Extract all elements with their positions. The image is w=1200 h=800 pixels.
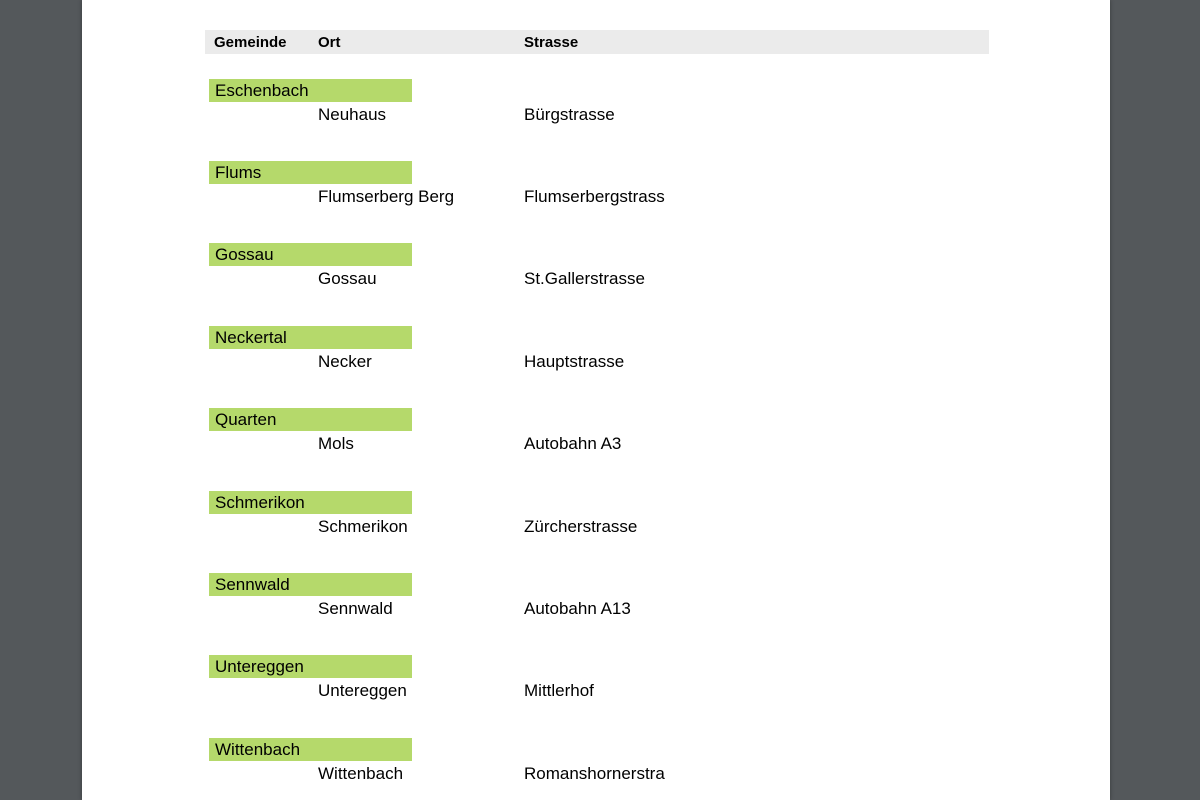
gemeinde-name: Sennwald: [215, 575, 290, 594]
ort-value: Gossau: [318, 269, 377, 288]
ort-value: Necker: [318, 352, 372, 371]
document-page: [82, 0, 1110, 800]
strasse-value: Mittlerhof: [524, 681, 594, 700]
gemeinde-name: Neckertal: [215, 328, 287, 347]
gemeinde-highlight: [209, 573, 412, 596]
gemeinde-highlight: [209, 491, 412, 514]
table-row: [82, 408, 1110, 468]
gemeinde-highlight: [209, 161, 412, 184]
header-ort: Ort: [318, 34, 341, 51]
gemeinde-highlight: [209, 738, 412, 761]
ort-value: Neuhaus: [318, 105, 387, 124]
strasse-value: Autobahn A13: [524, 599, 631, 618]
gemeinde-name: Flums: [215, 163, 262, 182]
table-row: [82, 491, 1110, 551]
header-gemeinde: Gemeinde: [214, 34, 287, 51]
strasse-value: Autobahn A3: [524, 434, 622, 453]
header-strasse: Strasse: [524, 34, 579, 51]
gemeinde-name: Untereggen: [215, 657, 304, 676]
table-row: [82, 573, 1110, 633]
strasse-value: Bürgstrasse: [524, 105, 615, 124]
table-row: [82, 161, 1110, 221]
gemeinde-name: Eschenbach: [215, 81, 309, 100]
strasse-value: Zürcherstrasse: [524, 517, 638, 536]
table-row: [82, 243, 1110, 303]
strasse-value: Hauptstrasse: [524, 352, 625, 371]
ort-value: Schmerikon: [318, 517, 408, 536]
table-row: [82, 655, 1110, 715]
gemeinde-highlight: [209, 326, 412, 349]
table-row: [82, 79, 1110, 139]
gemeinde-name: Gossau: [215, 245, 274, 264]
gemeinde-highlight: [209, 408, 412, 431]
gemeinde-name: Quarten: [215, 410, 277, 429]
ort-value: Wittenbach: [318, 764, 404, 783]
gemeinde-name: Wittenbach: [215, 740, 301, 759]
gemeinde-highlight: [209, 243, 412, 266]
strasse-value: Flumserbergstrass: [524, 187, 665, 206]
gemeinde-highlight: [209, 655, 412, 678]
strasse-value: Romanshornerstra: [524, 764, 665, 783]
table-row: [82, 326, 1110, 386]
strasse-value: St.Gallerstrasse: [524, 269, 645, 288]
ort-value: Flumserberg Berg: [318, 187, 455, 206]
ort-value: Mols: [318, 434, 354, 453]
table-row: [82, 738, 1110, 798]
ort-value: Untereggen: [318, 681, 407, 700]
gemeinde-name: Schmerikon: [215, 493, 305, 512]
table-header: [205, 30, 989, 54]
gemeinde-highlight: [209, 79, 412, 102]
ort-value: Sennwald: [318, 599, 393, 618]
